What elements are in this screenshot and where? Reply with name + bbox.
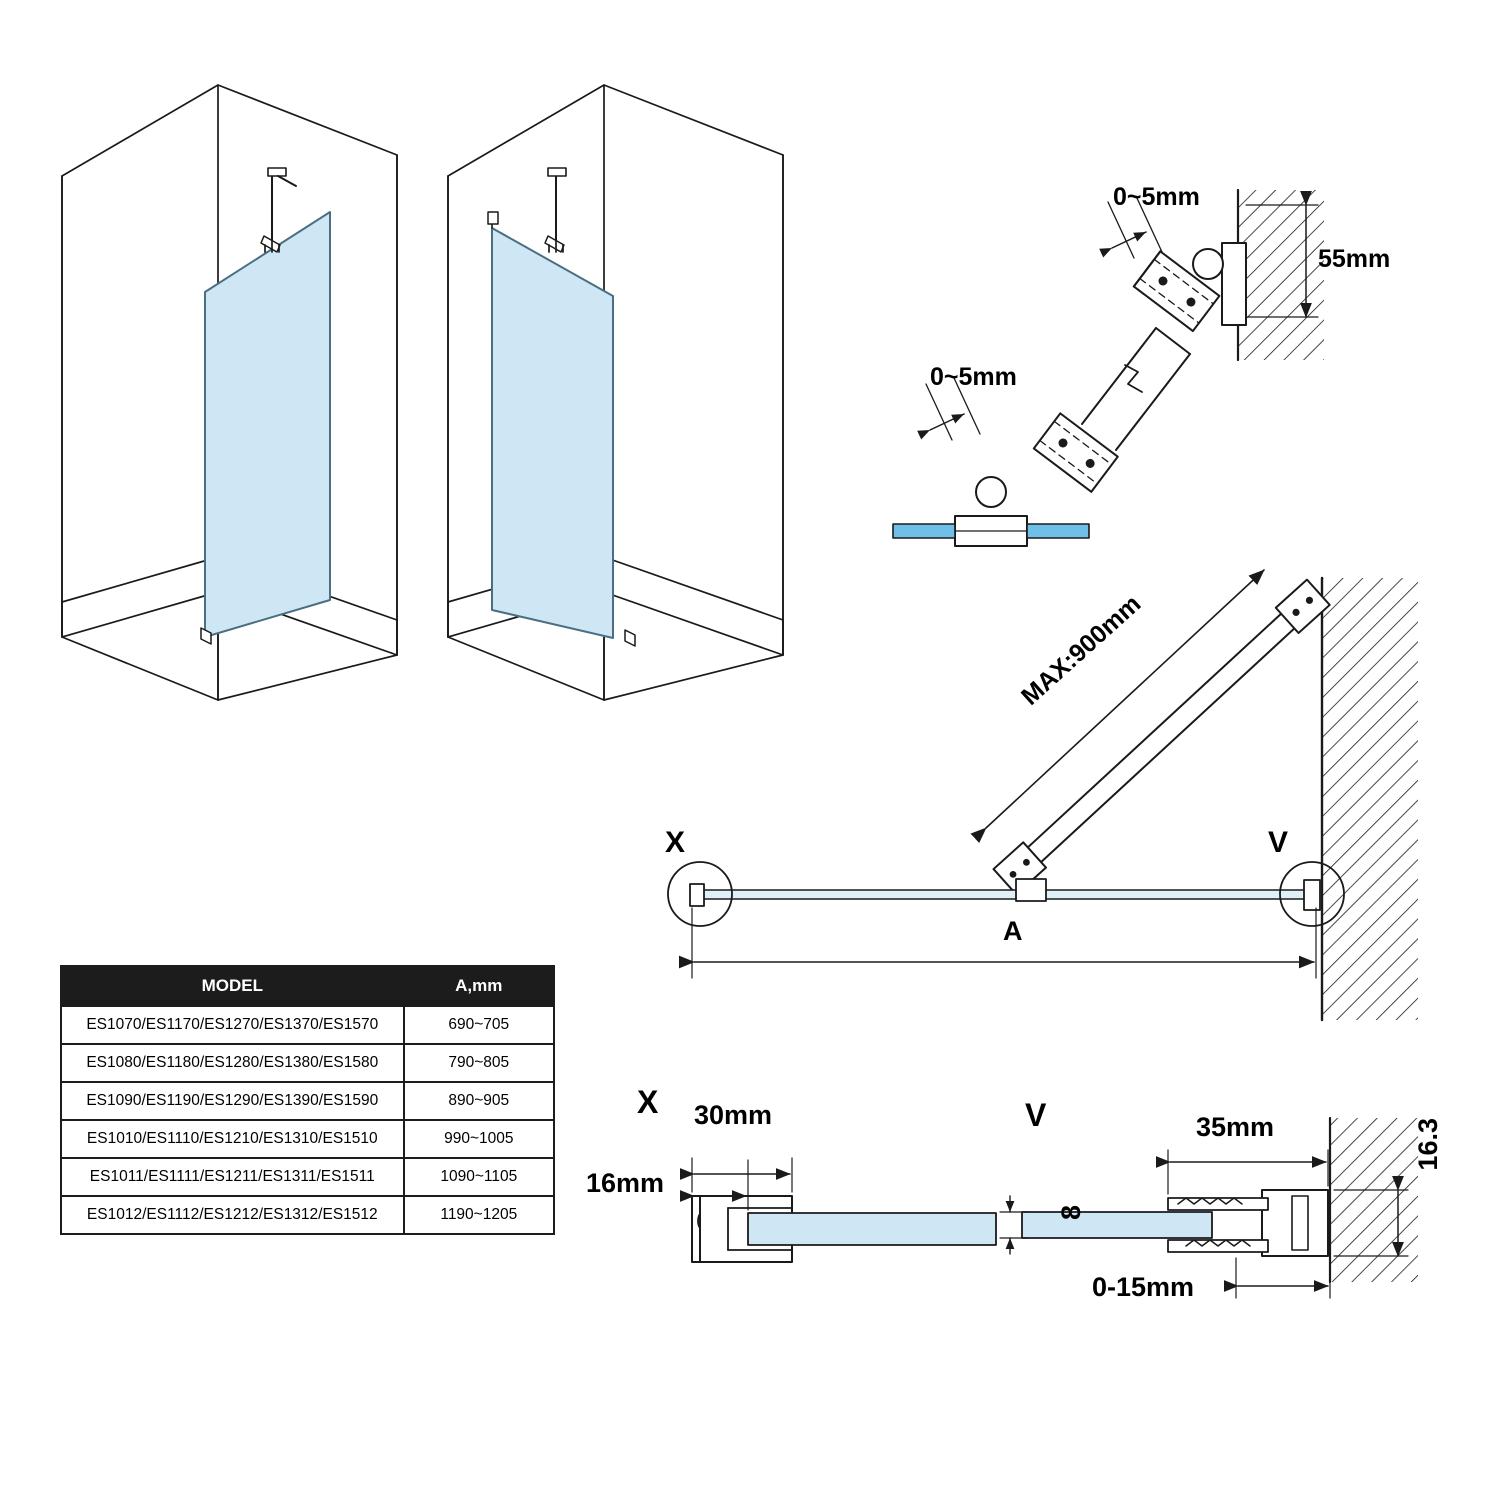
cell-model: ES1012/ES1112/ES1212/ES1312/ES1512	[61, 1196, 404, 1234]
cell-a: 890~905	[404, 1082, 554, 1120]
label-detail-v-163: 16.3	[1413, 1118, 1443, 1171]
model-spec-table	[60, 965, 555, 1235]
label-wall-plate-height: 55mm	[1318, 245, 1391, 273]
label-detail-v-glass-thickness: 8	[1056, 1205, 1086, 1221]
label-detail-x-16mm: 16mm	[586, 1168, 665, 1198]
iso-left-enclosure	[62, 85, 397, 700]
label-gap-top: 0~5mm	[1113, 183, 1200, 211]
callout-v-plan: V	[1268, 826, 1289, 859]
table-header-row	[61, 966, 554, 1006]
table-row	[61, 1158, 554, 1196]
label-detail-v-adjustment: 0-15mm	[1092, 1272, 1195, 1302]
cell-a: 1190~1205	[404, 1196, 554, 1234]
label-detail-v-35mm: 35mm	[1196, 1112, 1275, 1142]
table-row	[61, 1044, 554, 1082]
cell-a: 990~1005	[404, 1120, 554, 1158]
cell-model: ES1090/ES1190/ES1290/ES1390/ES1590	[61, 1082, 404, 1120]
header-model: MODEL	[61, 966, 404, 1006]
cell-model: ES1080/ES1180/ES1280/ES1380/ES1580	[61, 1044, 404, 1082]
label-max-bar-length: MAX:900mm	[1016, 589, 1147, 711]
label-detail-x-30mm: 30mm	[694, 1100, 773, 1130]
cell-model: ES1011/ES1111/ES1211/ES1311/ES1511	[61, 1158, 404, 1196]
callout-x-detail: X	[637, 1084, 659, 1120]
table-row	[61, 1120, 554, 1158]
detail-x	[692, 1158, 996, 1262]
iso-right-enclosure	[448, 85, 783, 700]
callout-x-plan: X	[665, 826, 686, 859]
header-a-mm: A,mm	[404, 966, 554, 1006]
cell-model: ES1070/ES1170/ES1270/ES1370/ES1570	[61, 1006, 404, 1044]
label-plan-width-a: A	[1003, 916, 1023, 946]
table-row	[61, 1082, 554, 1120]
table-row	[61, 1006, 554, 1044]
cell-model: ES1010/ES1110/ES1210/ES1310/ES1510	[61, 1120, 404, 1158]
callout-v-detail: V	[1025, 1097, 1047, 1133]
label-gap-bottom: 0~5mm	[930, 363, 1017, 391]
cell-a: 790~805	[404, 1044, 554, 1082]
cell-a: 690~705	[404, 1006, 554, 1044]
table-row	[61, 1196, 554, 1234]
cell-a: 1090~1105	[404, 1158, 554, 1196]
